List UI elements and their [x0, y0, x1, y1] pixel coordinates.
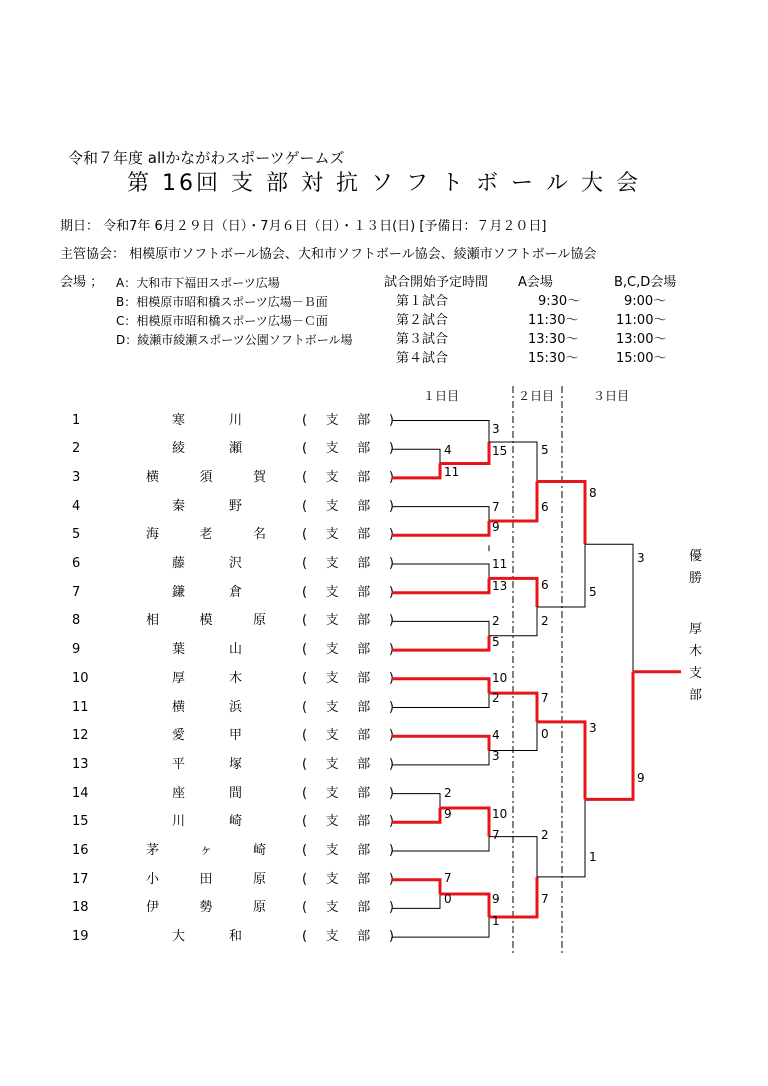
- game-score: 2: [444, 786, 452, 800]
- game-score: 2: [492, 614, 500, 628]
- team-name: 平 塚: [172, 756, 242, 772]
- game-score: 4: [492, 728, 500, 742]
- schedule-cell: 15:30～: [528, 351, 579, 366]
- team-name: 横 須 賀: [146, 469, 266, 485]
- schedule-cell: 第２試合: [396, 313, 449, 328]
- game-score: 5: [492, 635, 500, 649]
- bracket-line: [392, 507, 489, 521]
- game-score: 2: [541, 828, 549, 842]
- game-score: 11: [444, 465, 460, 479]
- venue-item: B：相模原市昭和橋スポーツ広場－Ｂ面: [116, 295, 328, 309]
- champion-char: 厚: [689, 622, 703, 637]
- team-number: 7: [72, 584, 81, 600]
- game-score: 6: [541, 500, 549, 514]
- event-period: 期日： 令和7年 6月２９日（日）・7月６日（日）・１３日(日) [予備日：７月２０日]: [60, 219, 547, 234]
- branch-suffix: ( 支 部 ): [302, 670, 394, 686]
- event-subtitle: 令和７年度 allかながわスポーツゲームズ: [68, 149, 345, 167]
- team-number: 18: [72, 900, 89, 916]
- bracket-line: [392, 917, 489, 937]
- branch-suffix: ( 支 部 ): [302, 584, 394, 600]
- team-number: 1: [72, 412, 81, 428]
- game-score: 9: [492, 520, 500, 534]
- game-score: 1: [492, 914, 500, 928]
- winning-path: [392, 679, 489, 693]
- team-number: 8: [72, 613, 81, 629]
- bracket-line: [392, 693, 489, 707]
- bracket-line: [392, 564, 489, 578]
- schedule-header: 試合開始予定時間: [384, 275, 489, 290]
- team-name: 川 崎: [172, 814, 242, 830]
- game-score: 2: [541, 614, 549, 628]
- schedule-cell: 13:00～: [616, 332, 667, 347]
- winning-path: [392, 521, 489, 535]
- winning-path: [392, 578, 489, 592]
- venue-item: A：大和市下福田スポーツ広場: [116, 276, 280, 290]
- branch-suffix: ( 支 部 ): [302, 843, 394, 858]
- team-name: 横 浜: [172, 699, 242, 715]
- branch-suffix: ( 支 部 ): [302, 871, 394, 887]
- team-name: 茅 ヶ 崎: [146, 843, 266, 858]
- winning-path: [392, 464, 440, 478]
- schedule-cell: 11:30～: [528, 313, 579, 328]
- schedule-cell: 11:00～: [616, 313, 667, 328]
- bracket-line: [392, 621, 489, 635]
- game-score: 4: [444, 443, 452, 457]
- branch-suffix: ( 支 部 ): [302, 412, 394, 428]
- team-name: 愛 甲: [172, 728, 242, 744]
- game-score: 8: [589, 486, 597, 500]
- winning-path: [392, 736, 489, 750]
- branch-suffix: ( 支 部 ): [302, 441, 394, 457]
- team-number: 5: [72, 527, 81, 543]
- day-header: ３日目: [593, 389, 630, 403]
- schedule-header: A会場: [518, 275, 553, 290]
- team-number: 11: [72, 699, 89, 715]
- champion-char: 木: [689, 644, 703, 659]
- team-number: 2: [72, 441, 81, 457]
- team-number: 14: [72, 785, 89, 801]
- bracket-line: [392, 751, 489, 765]
- winning-path: [392, 880, 440, 894]
- game-score: 9: [637, 771, 645, 785]
- team-number: 3: [72, 469, 81, 485]
- game-score: 3: [492, 749, 500, 763]
- bracket-line: [392, 894, 440, 908]
- game-score: 7: [492, 500, 500, 514]
- game-score: 2: [492, 691, 500, 705]
- champion-char: 優: [689, 549, 703, 564]
- game-score: 10: [492, 807, 508, 821]
- game-score: 10: [492, 671, 508, 685]
- branch-suffix: ( 支 部 ): [302, 498, 394, 514]
- bracket-line: [392, 449, 440, 465]
- winning-path: [392, 636, 489, 650]
- branch-suffix: ( 支 部 ): [302, 699, 394, 715]
- branch-suffix: ( 支 部 ): [302, 527, 394, 543]
- schedule-cell: 9:30～: [538, 294, 581, 309]
- team-name: 葉 山: [172, 642, 242, 658]
- schedule-header: B,C,D会場: [614, 275, 677, 290]
- venue-label: 会場 ；: [60, 275, 104, 290]
- team-number: 9: [72, 642, 81, 658]
- branch-suffix: ( 支 部 ): [302, 556, 394, 571]
- bracket-line: [392, 837, 489, 851]
- team-number: 17: [72, 871, 89, 887]
- team-name: 厚 木: [172, 670, 242, 686]
- schedule-cell: 13:30～: [528, 332, 579, 347]
- game-score: 11: [492, 557, 508, 571]
- team-number: 19: [72, 929, 89, 945]
- team-number: 6: [72, 556, 81, 571]
- bracket-line: [392, 421, 489, 443]
- team-name: 秦 野: [172, 498, 242, 514]
- branch-suffix: ( 支 部 ): [302, 728, 394, 744]
- game-score: 5: [589, 585, 597, 599]
- game-score: 3: [637, 551, 645, 565]
- team-number: 15: [72, 814, 89, 830]
- schedule-cell: 9:00～: [624, 294, 667, 309]
- branch-suffix: ( 支 部 ): [302, 814, 394, 830]
- team-name: 相 模 原: [146, 613, 266, 629]
- team-name: 伊 勢 原: [146, 900, 266, 916]
- host-associations: 主管協会： 相模原市ソフトボール協会、大和市ソフトボール協会、綾瀬市ソフトボール協会: [60, 247, 597, 262]
- branch-suffix: ( 支 部 ): [302, 929, 394, 945]
- team-name: 海 老 名: [146, 527, 266, 543]
- bracket-line: [585, 544, 633, 672]
- branch-suffix: ( 支 部 ): [302, 642, 394, 658]
- branch-suffix: ( 支 部 ): [302, 469, 394, 485]
- schedule-cell: 第１試合: [396, 294, 449, 309]
- game-score: 0: [444, 892, 452, 906]
- game-score: 6: [541, 578, 549, 592]
- branch-suffix: ( 支 部 ): [302, 785, 394, 801]
- team-number: 16: [72, 843, 89, 858]
- game-score: 7: [541, 691, 549, 705]
- team-number: 4: [72, 498, 81, 514]
- day-header: １日目: [423, 389, 460, 403]
- game-score: 9: [444, 807, 452, 821]
- branch-suffix: ( 支 部 ): [302, 756, 394, 772]
- venue-item: D：綾瀬市綾瀬スポーツ公園ソフトボール場: [116, 333, 353, 347]
- game-score: 1: [589, 850, 597, 864]
- game-score: 13: [492, 579, 508, 593]
- team-name: 寒 川: [172, 412, 242, 428]
- game-score: 7: [492, 828, 500, 842]
- day-header: ２日目: [518, 389, 555, 403]
- branch-suffix: ( 支 部 ): [302, 900, 394, 916]
- venue-item: C：相模原市昭和橋スポーツ広場－Ｃ面: [116, 314, 328, 328]
- winning-path: [585, 672, 633, 800]
- champion-char: 部: [689, 688, 703, 703]
- team-name: 綾 瀬: [172, 441, 242, 457]
- schedule-cell: 15:00～: [616, 351, 667, 366]
- schedule-cell: 第３試合: [396, 332, 449, 347]
- game-score: 3: [589, 721, 597, 735]
- winning-path: [392, 808, 440, 822]
- game-score: 0: [541, 727, 549, 741]
- page-title: 第 16回 支 部 対 抗 ソ フ ト ボ ー ル 大 会: [127, 171, 641, 196]
- game-score: 3: [492, 422, 500, 436]
- team-name: 鎌 倉: [172, 584, 242, 600]
- game-score: 7: [444, 871, 452, 885]
- branch-suffix: ( 支 部 ): [302, 613, 394, 629]
- game-score: 9: [492, 892, 500, 906]
- team-number: 10: [72, 670, 89, 686]
- team-number: 12: [72, 728, 89, 744]
- team-name: 座 間: [172, 785, 242, 801]
- team-name: 大 和: [172, 929, 242, 945]
- champion-char: 勝: [689, 571, 703, 586]
- bracket-line: [537, 544, 585, 607]
- game-score: 15: [492, 444, 508, 458]
- team-number: 13: [72, 756, 89, 772]
- game-score: 5: [541, 443, 549, 457]
- bracket-line: [392, 794, 440, 808]
- team-name: 小 田 原: [146, 871, 266, 887]
- schedule-cell: 第４試合: [396, 351, 449, 366]
- game-score: 7: [541, 892, 549, 906]
- champion-char: 支: [689, 666, 703, 681]
- team-name: 藤 沢: [172, 556, 242, 571]
